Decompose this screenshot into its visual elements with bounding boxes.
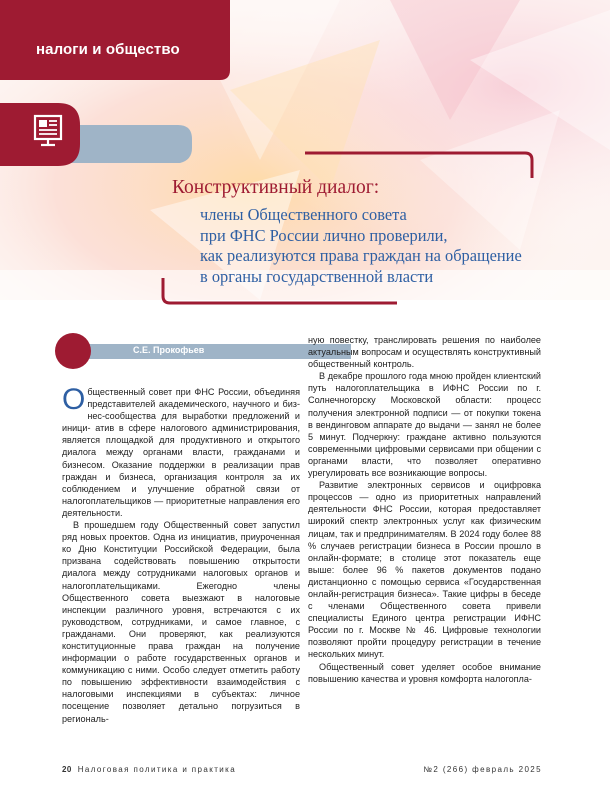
paragraph: В декабре прошлого года мною пройден клиентский путь налогоплательщика в ИФНС России по г. Солнечногорску Московской области: процесс получения электронной подписи — от покупки токена в вендинговом аппарате до выдачи — занял не более 5 минут. Подчеркну: граждане активно пользуются современными цифровыми сервисами при общении с органами власти, что позволяет оперативно урегулировать все возникающие вопросы. xyxy=(308,371,541,479)
right-column xyxy=(308,334,541,685)
journal-name: Налоговая политика и практика xyxy=(77,765,237,774)
article-title xyxy=(172,176,552,287)
author-name: С.Е. Прокофьев xyxy=(133,345,205,355)
page-number: 20 xyxy=(62,765,72,774)
text-line: между органами власти, гражданами и бизнесом. Оказание поддержки в реализации прав граждан и бизнеса, организация контроля за их соблюдением и улучшение обратной связи от налогоплательщиков — приоритетные направления его деятельности. xyxy=(62,447,301,518)
title-subtitle xyxy=(200,205,552,287)
footer-left xyxy=(62,765,236,774)
subtitle-line: при ФНС России лично проверили, xyxy=(200,225,448,245)
title-main: Конструктивный диалог: xyxy=(172,177,380,198)
issue-info: №2 (266) февраль 2025 xyxy=(423,765,542,774)
left-column xyxy=(62,383,301,725)
paragraph: Общественный совет уделяет особое внимание повышению качества и уровня комфорта налогопла- xyxy=(308,661,541,684)
text-line: площадкой для продуктивного и открытого диалога xyxy=(62,435,301,458)
subtitle-line: члены Общественного совета xyxy=(200,205,407,224)
document-monitor-icon xyxy=(28,112,68,152)
text-line: атив в сфере налогового администрирования, является xyxy=(62,423,300,446)
paragraph: Развитие электронных сервисов и оцифровка процессов — одно из приоритетных направлений деятельности ФНС России, которая предоставляет широкий спектр электронных услуг как физическим лицам, так и предпринимателям. В 2024 году более 88 % случаев регистрации бизнеса в России прошло в онлайн-формате; в столице этот показатель еще выше: более 96 % пакетов документов подано дистанционно с помощью сервиса «Государственная онлайн-регистрация бизнеса». Такие цифры в беседе с членами Общественного совета привели специалисты Единого центра регистрации ИФНС России по г. Москве № 46. Цифровые технологии позволяют пройти процедуру регистрации в течение нескольких минут. xyxy=(308,480,541,660)
section-rubric: налоги и общество xyxy=(36,41,180,58)
paragraph: В прошедшем году Общественный совет запустил ряд новых проектов. Одна из инициатив, приуроченная ко Дню Конституции Российской Федерации, была призвана содействовать повышению открытости диалога между сотрудниками налоговых органов и налогоплательщиками. Ежегодно члены Общественного совета выезжают в налоговые инспекции различного уровня, встречаются с их руководством, сотрудниками, и самое главное, с гражданами. Они проверяют, как реализуются конституционные права граждан на получение информации о работе государственных органов и коммуникацию с ними. Особо следует отметить работу по повышению эффективности взаимодействия с налоговыми инспекциями в субъектах: личное посещение позволяет детально погрузиться в региональ- xyxy=(62,520,300,724)
author-marker xyxy=(55,333,91,369)
subtitle-line: в органы государственной власти xyxy=(200,266,434,286)
text-line: бщественный совет при ФНС России, объединяя xyxy=(87,387,300,397)
text-line: нес-сообщества для выработки предложений и иници- xyxy=(62,411,300,434)
paragraph: ную повестку, транслировать решения по наиболее актуальным вопросам и осуществлять конструктивный общественный контроль. xyxy=(308,335,541,370)
paragraph xyxy=(62,383,301,519)
text-line: представителей академического, научного и биз- xyxy=(87,399,300,410)
subtitle-line: как реализуются права граждан на обращение xyxy=(200,246,522,265)
drop-cap: О xyxy=(62,383,86,416)
